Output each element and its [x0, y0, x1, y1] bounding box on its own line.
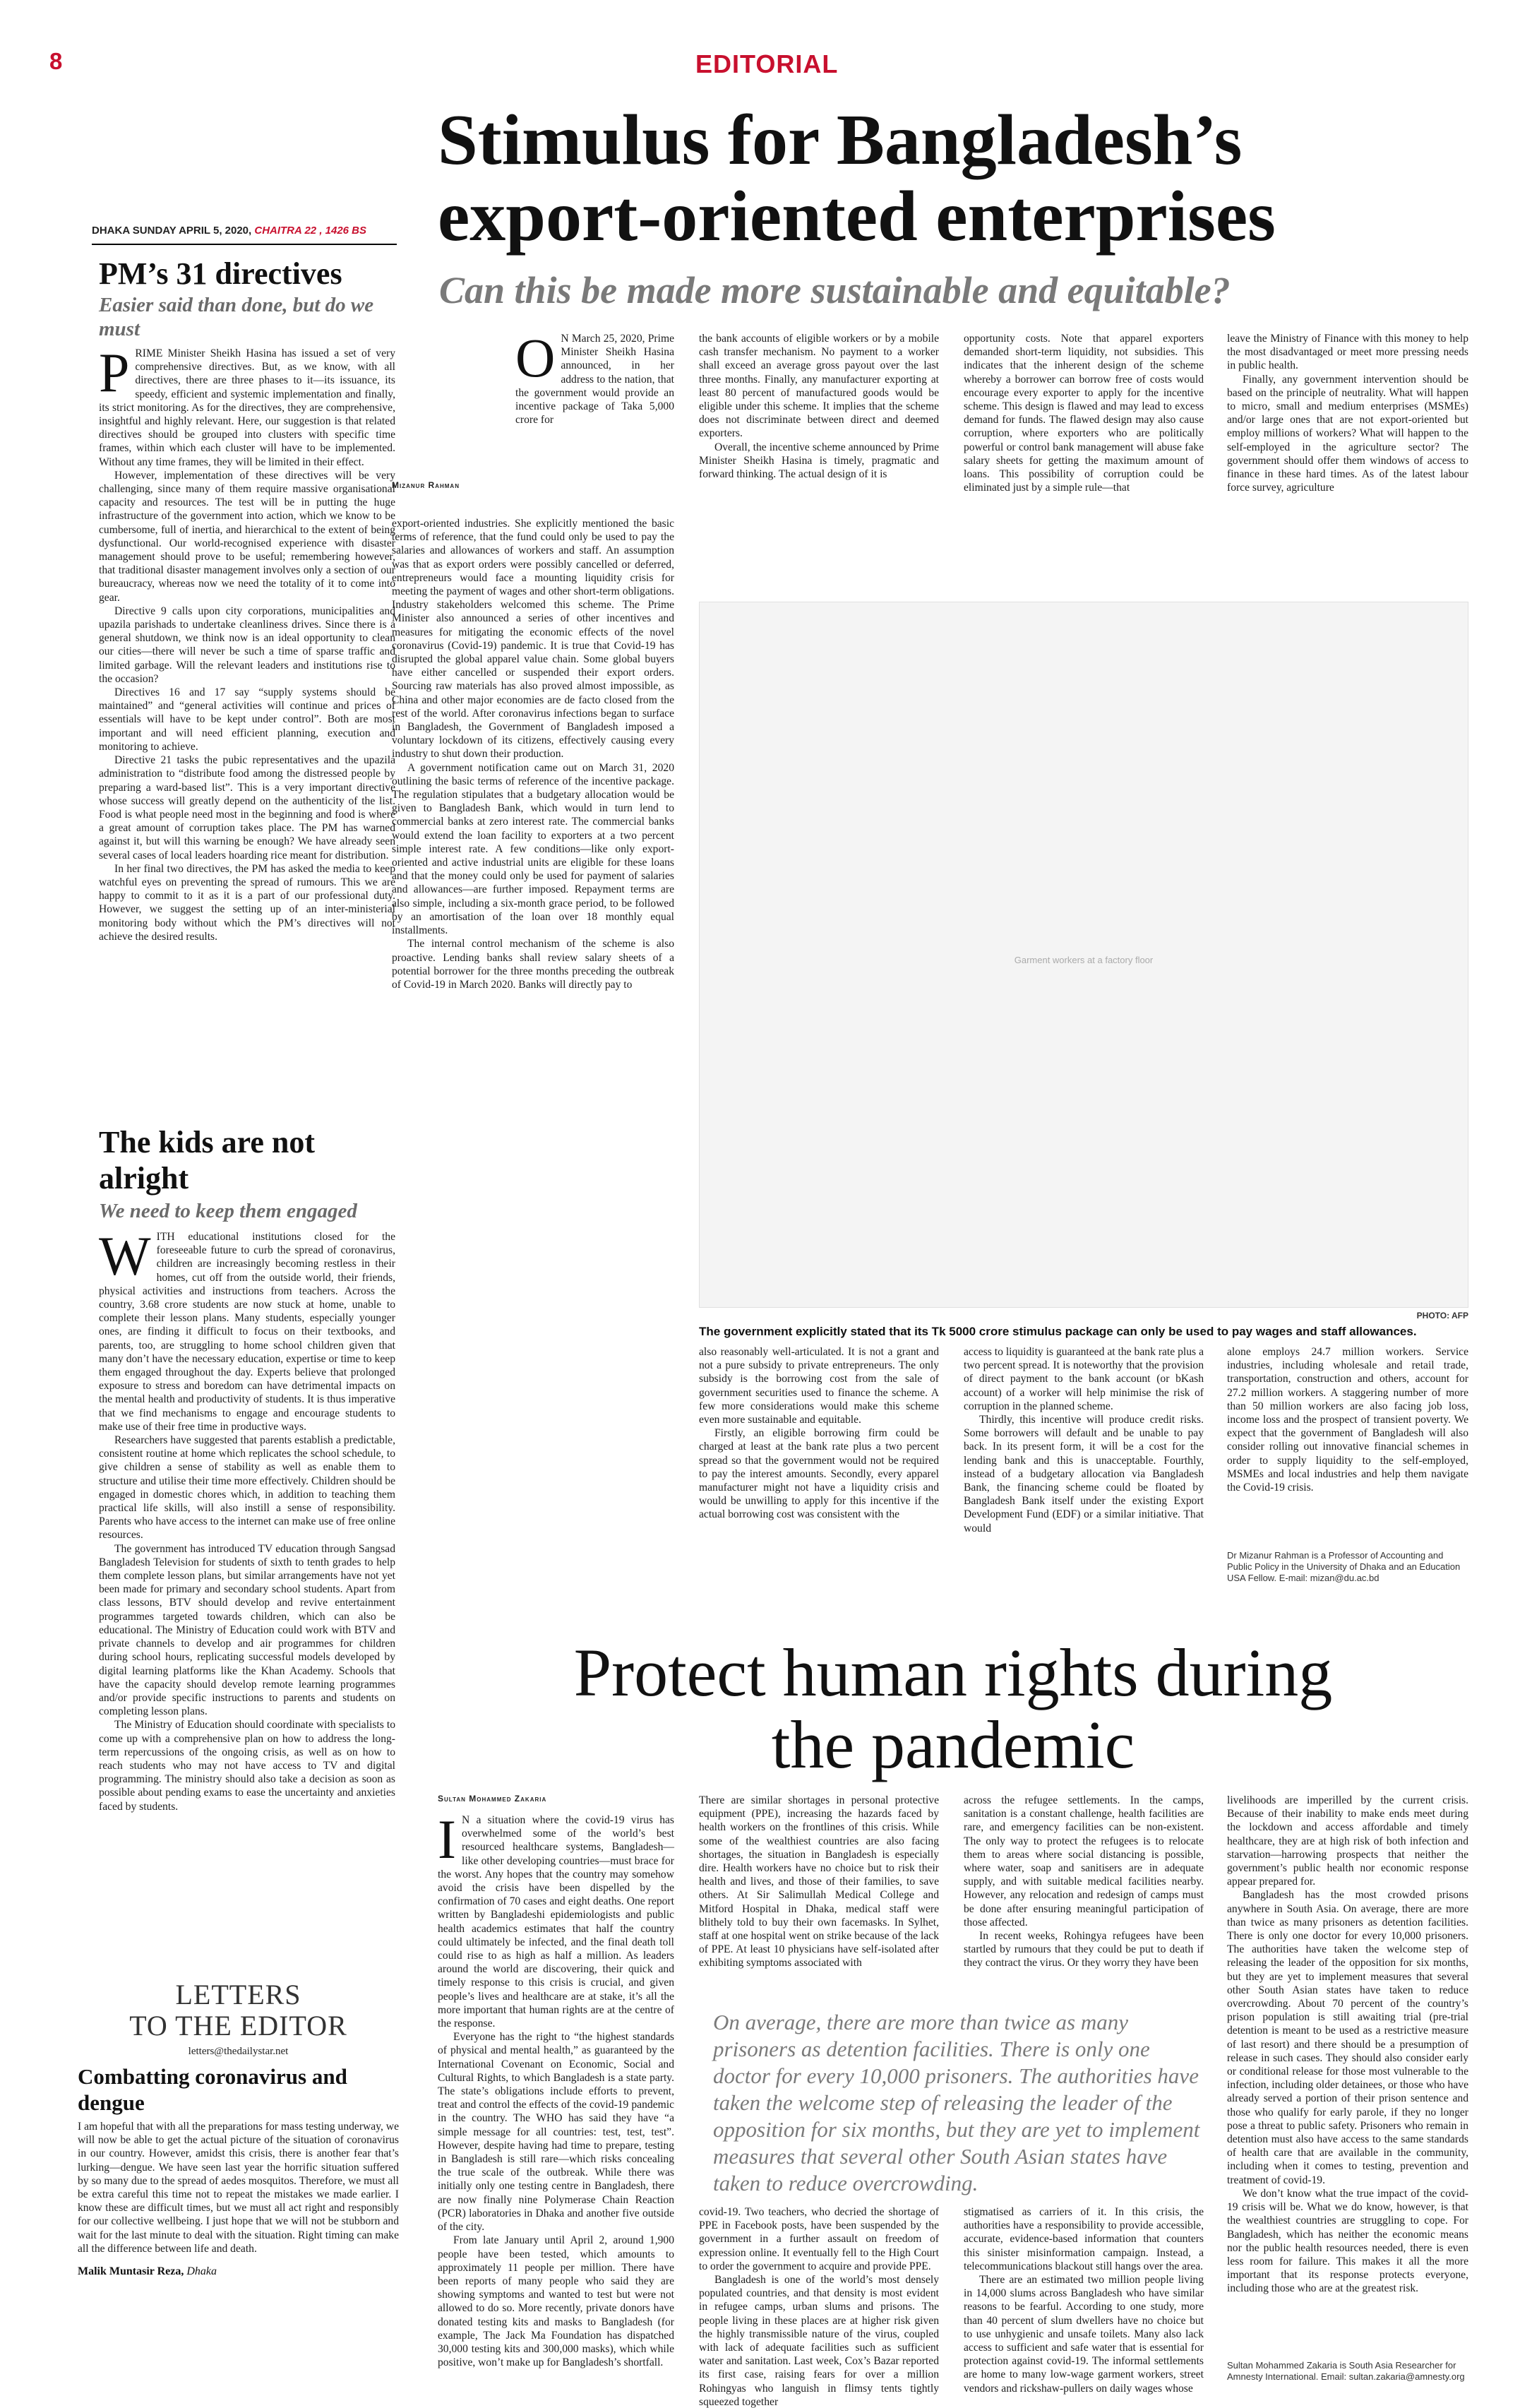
stimulus-para: export-oriented industries. She explicitly mentioned the basic terms of reference, that the fund could only be used to pay the salaries and allowances of workers and staff. An assumption was that as export orders were possibly cancelled or deferred, entrepreneurs would face a mounting liquidity crisis for meeting the payment of wages and other short-term obligations. Industry stakeholders welcomed this scheme. The Prime Minister also announced a series of other incentives and measures for mitigating the economic effects of the novel coronavirus (Covid-19) pandemic. It is true that Covid-19 has disrupted the global apparel value chain. Some global buyers have either cancelled or suspended their export orders. Sourcing raw materials has also proved almost impossible, as China and other major economies are de facto closed from the rest of the world. After coronavirus infections began to surface in Bangladesh, the Government of Bangladesh imposed a voluntary lockdown of its citizens, effectively causing every industry to shut down their production.	[392, 518, 674, 761]
stimulus-para: also reasonably well-articulated. It is not a grant and not a pure subsidy to private entrepreneurs. The only subsidy is the borrowing cost from the sale of government securities used to finance the scheme. A few more considerations would make this scheme even more sustainable and equitable.	[699, 1346, 939, 1426]
dateline-bangla-date: CHAITRA 22 , 1426 BS	[254, 225, 367, 237]
dateline	[92, 225, 366, 237]
stimulus-photo	[699, 602, 1468, 1308]
stimulus-para: alone employs 24.7 million workers. Service industries, including wholesale and retail trade, transportation, construction and others, account for 27.2 million workers. A staggering number of more than 50 million workers are also facing job loss, income loss and the prospect of transient poverty. We expect that the government of Bangladesh will also consider rolling out innovative financial schemes in order to supply liquidity to the self-employed, MSMEs and local industries and help them navigate the Covid-19 crisis.	[1227, 1346, 1468, 1494]
rights-col1	[438, 1794, 674, 2369]
stimulus-lead-text: N March 25, 2020, Prime Minister Sheikh Hasina announced, in her address to the nation, that the government would provide an incentive package of Taka 5,000 crore for	[515, 333, 674, 427]
stimulus-col1	[392, 327, 674, 991]
kids-title: The kids are not alright	[99, 1125, 316, 1196]
photo-caption: The government explicitly stated that its Tk 5000 crore stimulus package can only be used to pay wages and staff allowances.	[699, 1325, 1417, 1338]
rights-para: across the refugee settlements. In the camps, sanitation is a constant challenge, health facilities are rare, and emergency facilities can be non-existent. The only way to protect the refugees is to relocate them to areas where social distancing is possible, where water, soap and sanitisers are in adequate supply, and with suitable medical facilities nearby. However, any relocation and redesign of camps must be done after ensuring meaningful participation of those affected.	[964, 1794, 1204, 1929]
stimulus-col2	[699, 332, 939, 481]
letters-heading-line2: TO THE EDITOR	[129, 2010, 347, 2042]
stimulus-para: opportunity costs. Note that apparel exporters demanded short-term liquidity, not subsidies. This indicates that the inherent design of the scheme whereby a borrower can borrow free of costs would encourage every exporter to apply for the incentive scheme. This design is flawed and may lead to excess demand for funds. The flawed design may also cause corruption, where exporters who are politically powerful or control bank management will abuse fake salary sheets for getting the maximum amount of loans. This possibility of corruption could be eliminated just by a simple rule—that	[964, 333, 1204, 494]
pm-body	[99, 342, 395, 943]
stimulus-para: Thirdly, this incentive will produce credit risks. Some borrowers will default and be unable to pay back. In its present form, it will be a cost for the lending bank and this is unacceptable. Fourthly, instead of a budgetary allocation via Bangladesh Bank, the financing scheme could be floated by Bangladesh Bank itself under the existing Export Development Fund (EDF) or a similar initiative. That would	[964, 1414, 1204, 1534]
stimulus-col4b	[1227, 1345, 1468, 1494]
rights-col1-body	[438, 1808, 674, 2369]
stimulus-author-bio: Dr Mizanur Rahman is a Professor of Accounting and Public Policy in the University of Dhaka and an Education USA Fellow. E-mail: mizan@du.ac.bd	[1227, 1550, 1461, 1583]
kids-para: ITH educational institutions closed for the foreseeable future to curb the spread of coronavirus, children are increasingly becoming restless in their homes, cut off from the outside world, their friends, physical activities and instructions from teachers. Across the country, 3.68 crore students are now stuck at home, unable to complete their lesson plans. Many students, especially younger ones, are finding it difficult to focus on their textbooks, and parents, too, are struggling to home school children given that many don’t have the necessary education, expertise or time to keep them engaged throughout the day. Experts believe that prolonged exposure to stress and boredom can have detrimental impacts on the mental health and productivity of students. It is thus imperative that we find mechanisms to engage and encourage students to make use of their free time in productive ways.	[99, 1231, 395, 1433]
page-number: 8	[49, 48, 63, 74]
dateline-rule	[92, 244, 397, 245]
stimulus-para: the bank accounts of eligible workers or by a mobile cash transfer mechanism. No payment to a worker shall exceed an average gross payout over the last three months. Finally, any manufacturer exporting at least 80 percent of manufactured goods would be eligible under this scheme. It implies that the scheme does not discriminate between direct and deemed exporters.	[699, 333, 939, 440]
stimulus-para: The internal control mechanism of the scheme is also proactive. Lending banks shall review salary sheets of a potential borrower for the three months preceding the outbreak of Covid-19 in March 2020. Banks will directly pay to	[392, 938, 674, 991]
stimulus-col2b	[699, 1345, 939, 1522]
rights-para: livelihoods are imperilled by the current crisis. Because of their inability to make ends meet during the lockdown and access affordable and timely healthcare, they are at high risk of both infection and starvation—harrowing prospects that neither the government’s public health nor economic response appear prepared for.	[1227, 1794, 1468, 1888]
rights-col2b	[699, 2205, 939, 2408]
section-label: EDITORIAL	[695, 49, 839, 78]
rights-byline: Sultan Mohammed Zakaria	[438, 1794, 547, 1804]
pm-para: RIME Minister Sheikh Hasina has issued a set of very comprehensive directives. But, as we know, with all directives, there are three phases to it—its issuance, its speedy, efficient and systemic implementation and finally, its strict monitoring. As for the directives, they are comprehensive, insightful and highly relevant. Here, our suggestion is that related directives should be grouped into clusters with specific time frames, within which each cluster will have to be implemented. Without any time frames, they will be limited in their effect.	[99, 347, 395, 468]
letter-signature	[78, 2265, 399, 2278]
pm-title: PM’s 31 directives	[99, 256, 342, 291]
rights-para: Everyone has the right to “the highest standards of physical and mental health,” as guaranteed by the International Covenant on Economic, Social and Cultural Rights, to which Bangladesh is a state party. The state’s obligations include efforts to prevent, treat and control the effects of the covid-19 pandemic in the country. The WHO has said they have “a simple message for all countries: test, test, test”. However, despite having had time to prepare, testing in Bangladesh is still rare—which risks concealing the true scale of the outbreak. While there was initially only one testing centre in Bangladesh, there are now finally nine Polymerase Chain Reaction (PCR) laboratories in Dhaka and another five outside of the city.	[438, 2031, 674, 2234]
photo-description: Garment workers at a factory floor	[1014, 955, 1154, 965]
rights-para: N a situation where the covid-19 virus has overwhelmed some of the world’s best resourced healthcare systems, Bangladesh—like other developing countries—must brace for the worst. Any hopes that the country may somehow avoid the crisis have been dispelled by the confirmation of 70 cases and eight deaths. One report written by Bangladeshi epidemiologists and public health academics estimates that half the country could ultimately be infected, and the final death toll could rise to as high as half a million. As leaders around the world are discovering, their quick and timely response to this crisis is crucial, and given people’s lives and healthcare are at stake, it’s all the more important that human rights are at the centre of the response.	[438, 1814, 674, 2030]
rights-para: Bangladesh is one of the world’s most densely populated countries, and that density is most evident in refugee camps, urban slums and prisons. The people living in these places are at higher risk given the highly transmissible nature of the virus, coupled with lack of adequate facilities such as sufficient water and sanitation. Last week, Cox’s Bazar reported its first case, raising fears for over a million Rohingyas who languish in flimsy tents tightly squeezed together	[699, 2274, 939, 2408]
stimulus-lead	[515, 327, 674, 427]
stimulus-para: A government notification came out on March 31, 2020 outlining the basic terms of reference of the incentive package. The regulation stipulates that a budgetary allocation would be given to Bangladesh Bank, which would in turn lend to commercial banks at zero interest rate. The commercial banks would extend the loan facility to exporters at a two percent simple interest rate. A few conditions—like only export-oriented and active industrial units are eligible for these loans and that the money could only be used for payment of salaries and allowances—are further imposed. Repayment terms are also simple, including a six-month grace period, to be followed by an amortisation of the loan over 18 monthly equal installments.	[392, 761, 674, 937]
rights-headline	[424, 1637, 1483, 1781]
pm-para: Directive 9 calls upon city corporations, municipalities and upazila parishads to undertake cleanliness drives. Since there is a general shutdown, we think now is an ideal opportunity to clean our cities—there will never be such a time of sparse traffic and limited garbage. Will the relevant leaders and institutions rise to the occasion?	[99, 604, 395, 685]
rights-col3	[964, 1794, 1204, 1970]
letter-body	[78, 2120, 399, 2255]
pm-editorial	[99, 256, 395, 943]
rights-para: We don’t know what the true impact of the covid-19 crisis will be. What we do know, however, is that the wealthiest countries are struggling to cope. For Bangladesh, which has neither the economic means nor the public health resources needed, there is even less room for failure. This makes it all the more important that its response protects everyone, including those who are at the greatest risk.	[1227, 2187, 1468, 2295]
rights-col3b	[964, 2205, 1204, 2395]
stimulus-headline-line2: export-oriented enterprises	[438, 177, 1276, 256]
letters-heading-line1: LETTERS	[175, 1979, 301, 2010]
kids-body	[99, 1225, 395, 1813]
kids-para: The government has introduced TV education through Sangsad Bangladesh Television for students of sixth to tenth grades to help them complete lesson plans, but similar arrangements have not yet been made for primary and secondary school students. Apart from class lessons, BTV should develop and revive entertainment programmes targeted towards children, which can also be educational. The Ministry of Education could work with BTV and private channels to develop and air programmes for children during school hours, replicating successful models developed by digital learning platforms like the Khan Academy. Schools that have the capacity should develop remote learning programmes and/or provide specific instructions to parents and students on completing lesson plans.	[99, 1542, 395, 1718]
rights-headline-line1: Protect human rights during	[573, 1635, 1333, 1710]
pm-para: Directives 16 and 17 say “supply systems should be maintained” and “general activities will continue and prices of essentials will have to be kept under control”. Both are most important and will need efficient planning, execution and monitoring to achieve.	[99, 686, 395, 753]
letter-location: Dhaka	[184, 2265, 217, 2278]
stimulus-headline-line1: Stimulus for Bangladesh’s	[438, 100, 1243, 180]
rights-headline-line2: the pandemic	[771, 1707, 1135, 1782]
letter-author: Malik Muntasir Reza,	[78, 2265, 184, 2278]
kids-para: Researchers have suggested that parents establish a predictable, consistent routine at home which replicates the school schedule, to give children a sense of stability as well as enable them to structure and utilise their time more effectively. Children should be engaged in domestic chores which, in addition to teaching them practical life skills, will also instill a sense of responsibility. Parents who have access to the internet can make use of free online resources.	[99, 1434, 395, 1542]
rights-col2	[699, 1794, 939, 1970]
stimulus-deck: Can this be made more sustainable and equitable?	[439, 269, 1231, 311]
pm-para: In her final two directives, the PM has asked the media to keep watchful eyes on preventing the spread of rumours. This we are happy to commit to it as it is a part of our professional duty. However, we suggest the setting up of an inter-ministerial monitoring body without which the PM’s directives will not achieve the desired results.	[99, 862, 395, 943]
pm-subtitle: Easier said than done, but do we must	[99, 294, 374, 340]
stimulus-col1-body	[392, 517, 674, 991]
rights-para: In recent weeks, Rohingya refugees have been startled by rumours that they could be put to death if they contract the virus. Or they worry they have been	[964, 1930, 1204, 1969]
kids-para: The Ministry of Education should coordinate with specialists to come up with a comprehensive plan on how to address the long-term repercussions of the ongoing crisis, as well as on how to reach students who may not have access to TV and digital programming. The ministry should also take a decision as soon as possible about pending exams to ease the uncertainty and anxieties faced by students.	[99, 1719, 395, 1813]
rights-pull-quote: On average, there are more than twice as many prisoners as detention facilities. There is only one doctor for every 10,000 prisoners. The authorities have taken the welcome step of releasing the leader of the opposition for six months, but they are yet to implement measures that several other South Asian states have taken to reduce overcrowding.	[713, 2010, 1200, 2195]
rights-para: stigmatised as carriers of it. In this crisis, the authorities have a responsibility to provide accessible, accurate, evidence-based information that counters this sinister misinformation campaign. Instead, a telecommunications blackout still hangs over the area.	[964, 2206, 1204, 2272]
letter-para: I am hopeful that with all the preparations for mass testing underway, we will now be able to get the actual picture of the situation of coronavirus in our country. However, amidst this crisis, there is another fear that’s lurking—dengue. We have seen last year the horrific situation suffered by so many due to the spread of aedes mosquitos. Therefore, we must all be extra careful this time not to repeat the mistakes we made earlier. I know these are difficult times, but we must all act right and responsibly for our collective wellbeing. I just hope that we will not be stubborn and wait for the last minute to deal with the situation. Right timing can make all the difference between life and death.	[78, 2121, 399, 2255]
stimulus-para: access to liquidity is guaranteed at the bank rate plus a two percent spread. It is noteworthy that the provision of direct payment to the bank account (or bKash account) of a worker will help minimise the risk of corruption in the planned scheme.	[964, 1346, 1204, 1412]
kids-dropcap: W	[99, 1225, 151, 1287]
stimulus-byline: Mizanur Rahman	[392, 480, 460, 490]
letters-section	[78, 1979, 399, 2278]
photo-credit: PHOTO: AFP	[1416, 1311, 1468, 1321]
rights-para: There are similar shortages in personal protective equipment (PPE), increasing the hazards faced by health workers on the frontlines of this crisis. While some of the wealthiest countries are also facing shortages, the situation in Bangladesh is especially dire. Health workers have no choice but to risk their health and lives, and those of their families, to save others. At Sir Salimullah Medical College and Mitford Hospital in Dhaka, medical staff were blithely told to buy their own facemasks. In Sylhet, staff at one hospital went on strike because of the lack of PPE. At least 10 physicians have self-isolated after exhibiting symptoms associated with	[699, 1794, 939, 1969]
kids-subtitle: We need to keep them engaged	[99, 1200, 357, 1222]
pm-para: Directive 21 tasks the pubic representatives and the upazila administration to “distribute food among the distressed people by preparing a ward-based list”. This is a very important directive whose success will greatly depend on the authenticity of the list. Food is what people need most in the beginning and food is where a great amount of corruption takes place. The PM has warned against it, but will this warning be enough? We have already seen several cases of local leaders hoarding rice meant for distribution.	[99, 754, 395, 862]
stimulus-headline	[438, 102, 1483, 255]
rights-para: There are an estimated two million people living in 14,000 slums across Bangladesh who have similar reasons to be fearful. According to one study, more than 40 percent of slum dwellers have no choice but to use unhygienic and unsafe toilets. Many also lack access to sufficient and safe water that is essential for protection against covid-19. The informal settlements are home to many low-wage garment workers, street vendors and rickshaw-pullers on daily wages whose	[964, 2274, 1204, 2395]
pm-para: However, implementation of these directives will be very challenging, since many of them require massive organisational capacity and resources. The test will be in putting the huge infrastructure of the government into action, which we know to be cumbersome, full of inertia, and hierarchical to the extent of being dysfunctional. Our world-recognised experience with disaster management should prove to be useful; remembering however, that traditional disaster management involves only a section of our bureaucracy, whereas now we need the totality of it to come into gear.	[99, 469, 395, 604]
stimulus-para: leave the Ministry of Finance with this money to help the most disadvantaged or meet more pressing needs in public health.	[1227, 333, 1468, 372]
rights-dropcap: I	[438, 1808, 456, 1870]
stimulus-para: Finally, any government intervention should be based on the principle of neutrality. What will happen to micro, small and medium enterprises (MSMEs) and/or large ones that are not export-oriented but employ millions of workers? What will happen to the self-employed in the agriculture sector? The government should offer them windows of access to finance in these hard times. As of the latest labour force survey, agriculture	[1227, 373, 1468, 494]
rights-para: covid-19. Two teachers, who decried the shortage of PPE in Facebook posts, have been suspended by the government in a further assault on freedom of expression online. It eventually fell to the High Court to order the government to acquire and provide PPE.	[699, 2206, 939, 2272]
rights-para: From late January until April 2, around 1,900 people have been tested, which amounts to approximately 11 people per million. There have been reports of many people who said they are showing symptoms and wanted to test but were not allowed to do so. More recently, private donors have donated testing kits and masks to Bangladesh (for example, The Jack Ma Foundation has dispatched 30,000 testing kits and 300,000 masks), which while positive, won’t make up for Bangladesh’s shortfall.	[438, 2234, 674, 2369]
dateline-date: DHAKA SUNDAY APRIL 5, 2020,	[92, 225, 255, 237]
letter-title: Combatting coronavirus and dengue	[78, 2064, 347, 2115]
pm-dropcap: P	[99, 342, 130, 403]
stimulus-col4	[1227, 332, 1468, 494]
stimulus-para: Firstly, an eligible borrowing firm could be charged at least at the bank rate plus a two percent spread so that the government would not be required to pay the interest amounts. Secondly, every apparel manufacturer might not have a liquidity crisis and would be unwilling to apply for this incentive if the actual borrowing cost was consistent with the	[699, 1427, 939, 1521]
rights-col4	[1227, 1794, 1468, 2296]
stimulus-col3b	[964, 1345, 1204, 1535]
stimulus-col3	[964, 332, 1204, 494]
rights-author-bio: Sultan Mohammed Zakaria is South Asia Researcher for Amnesty International. Email: sultan.zakaria@amnesty.org	[1227, 2360, 1465, 2382]
kids-editorial	[99, 1124, 395, 1813]
stimulus-dropcap: O	[515, 327, 556, 388]
stimulus-para: Overall, the incentive scheme announced by Prime Minister Sheikh Hasina is timely, pragmatic and forward thinking. The actual design of it is	[699, 441, 939, 481]
letters-email: letters@thedailystar.net	[188, 2046, 289, 2057]
rights-para: Bangladesh has the most crowded prisons anywhere in South Asia. On average, there are more than twice as many prisoners as detention facilities. There is only one doctor for every 10,000 prisoners. The authorities have taken the welcome step of releasing the leader of the opposition for six months, but they are yet to implement measures that several other South Asian states have taken to reduce overcrowding. About 70 percent of the country’s prison population is still awaiting trial (pre-trial detention is meant to be used as a restrictive measure of last resort) and there should be a presumption of release in such cases. They should also consider early or conditional release for those most vulnerable to the infection, including older detainees, or those who have already served a portion of their prison sentence and those who qualify for early parole, if they no longer pose a threat to public safety. Prisoners who remain in detention must also have access to the same standards of health care that are available in the community, including when it comes to testing, prevention and treatment of covid-19.	[1227, 1889, 1468, 2186]
